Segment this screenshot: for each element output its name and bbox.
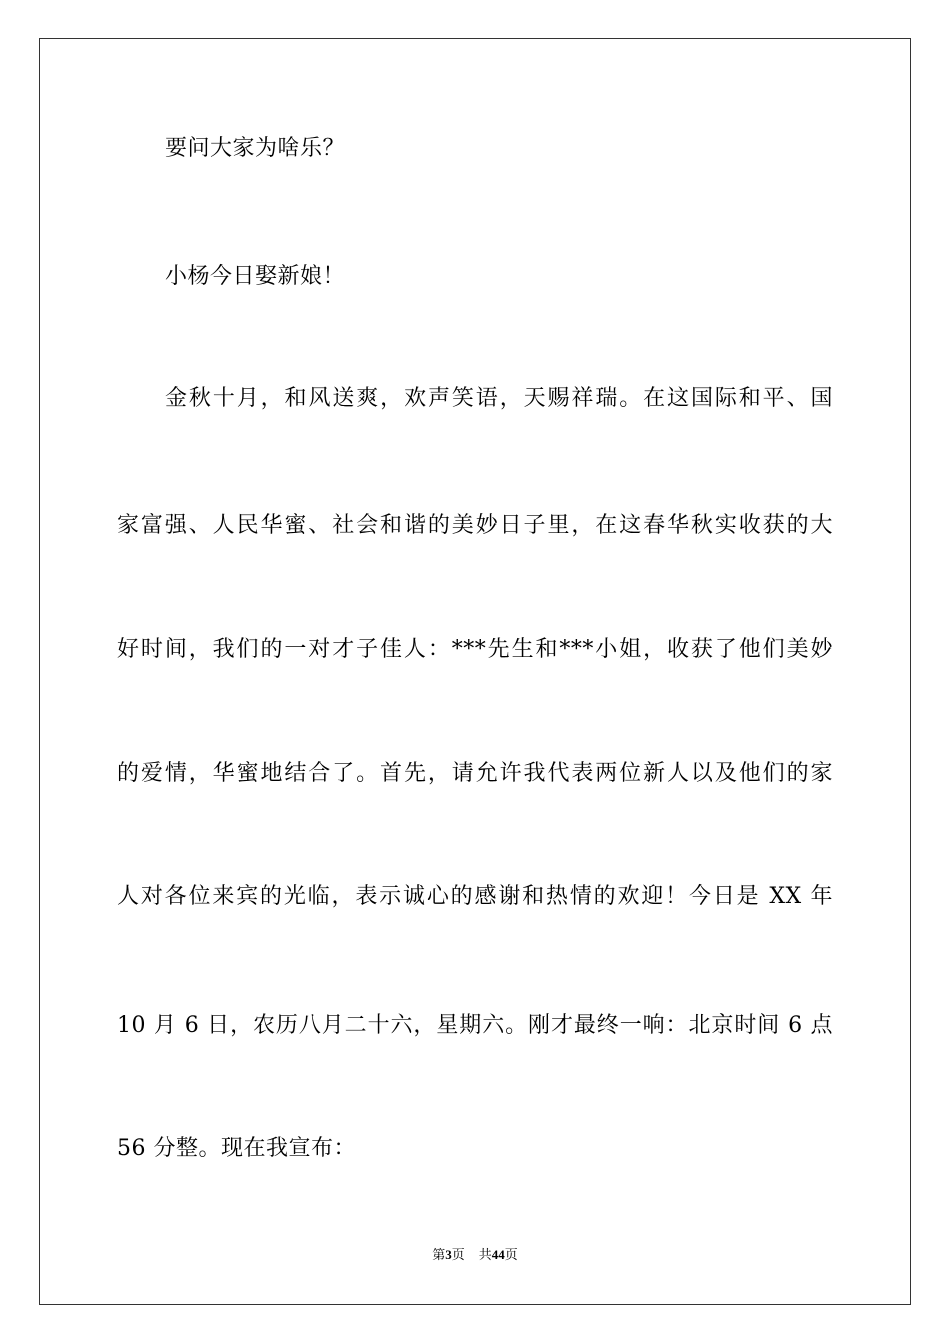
footer-total-suffix: 页	[504, 1247, 518, 1262]
footer-total-prefix: 共	[478, 1247, 492, 1262]
paragraph-line-9: 56 分整。现在我宣布：	[117, 1136, 356, 1161]
paragraph-line-3: 金秋十月，和风送爽，欢声笑语，天赐祥瑞。在这国际和平、国	[165, 386, 833, 411]
paragraph-line-1: 要问大家为啥乐？	[165, 136, 346, 161]
footer-page-number: 3	[445, 1247, 452, 1262]
paragraph-line-2: 小杨今日娶新娘！	[165, 264, 346, 289]
page-footer	[0, 1246, 950, 1264]
footer-total-pages: 44	[491, 1247, 505, 1262]
footer-page-prefix: 第	[432, 1247, 446, 1262]
footer-page-suffix: 页	[451, 1247, 465, 1262]
page-border	[39, 38, 911, 1305]
paragraph-line-7: 人对各位来宾的光临，表示诚心的感谢和热情的欢迎！今日是 XX 年	[117, 884, 833, 909]
paragraph-line-4: 家富强、人民华蜜、社会和谐的美妙日子里，在这春华秋实收获的大	[117, 513, 833, 538]
paragraph-line-8: 10 月 6 日，农历八月二十六，星期六。刚才最终一响：北京时间 6 点	[117, 1013, 833, 1038]
paragraph-line-5: 好时间，我们的一对才子佳人：***先生和***小姐，收获了他们美妙	[117, 637, 833, 662]
paragraph-line-6: 的爱情，华蜜地结合了。首先，请允许我代表两位新人以及他们的家	[117, 761, 833, 786]
